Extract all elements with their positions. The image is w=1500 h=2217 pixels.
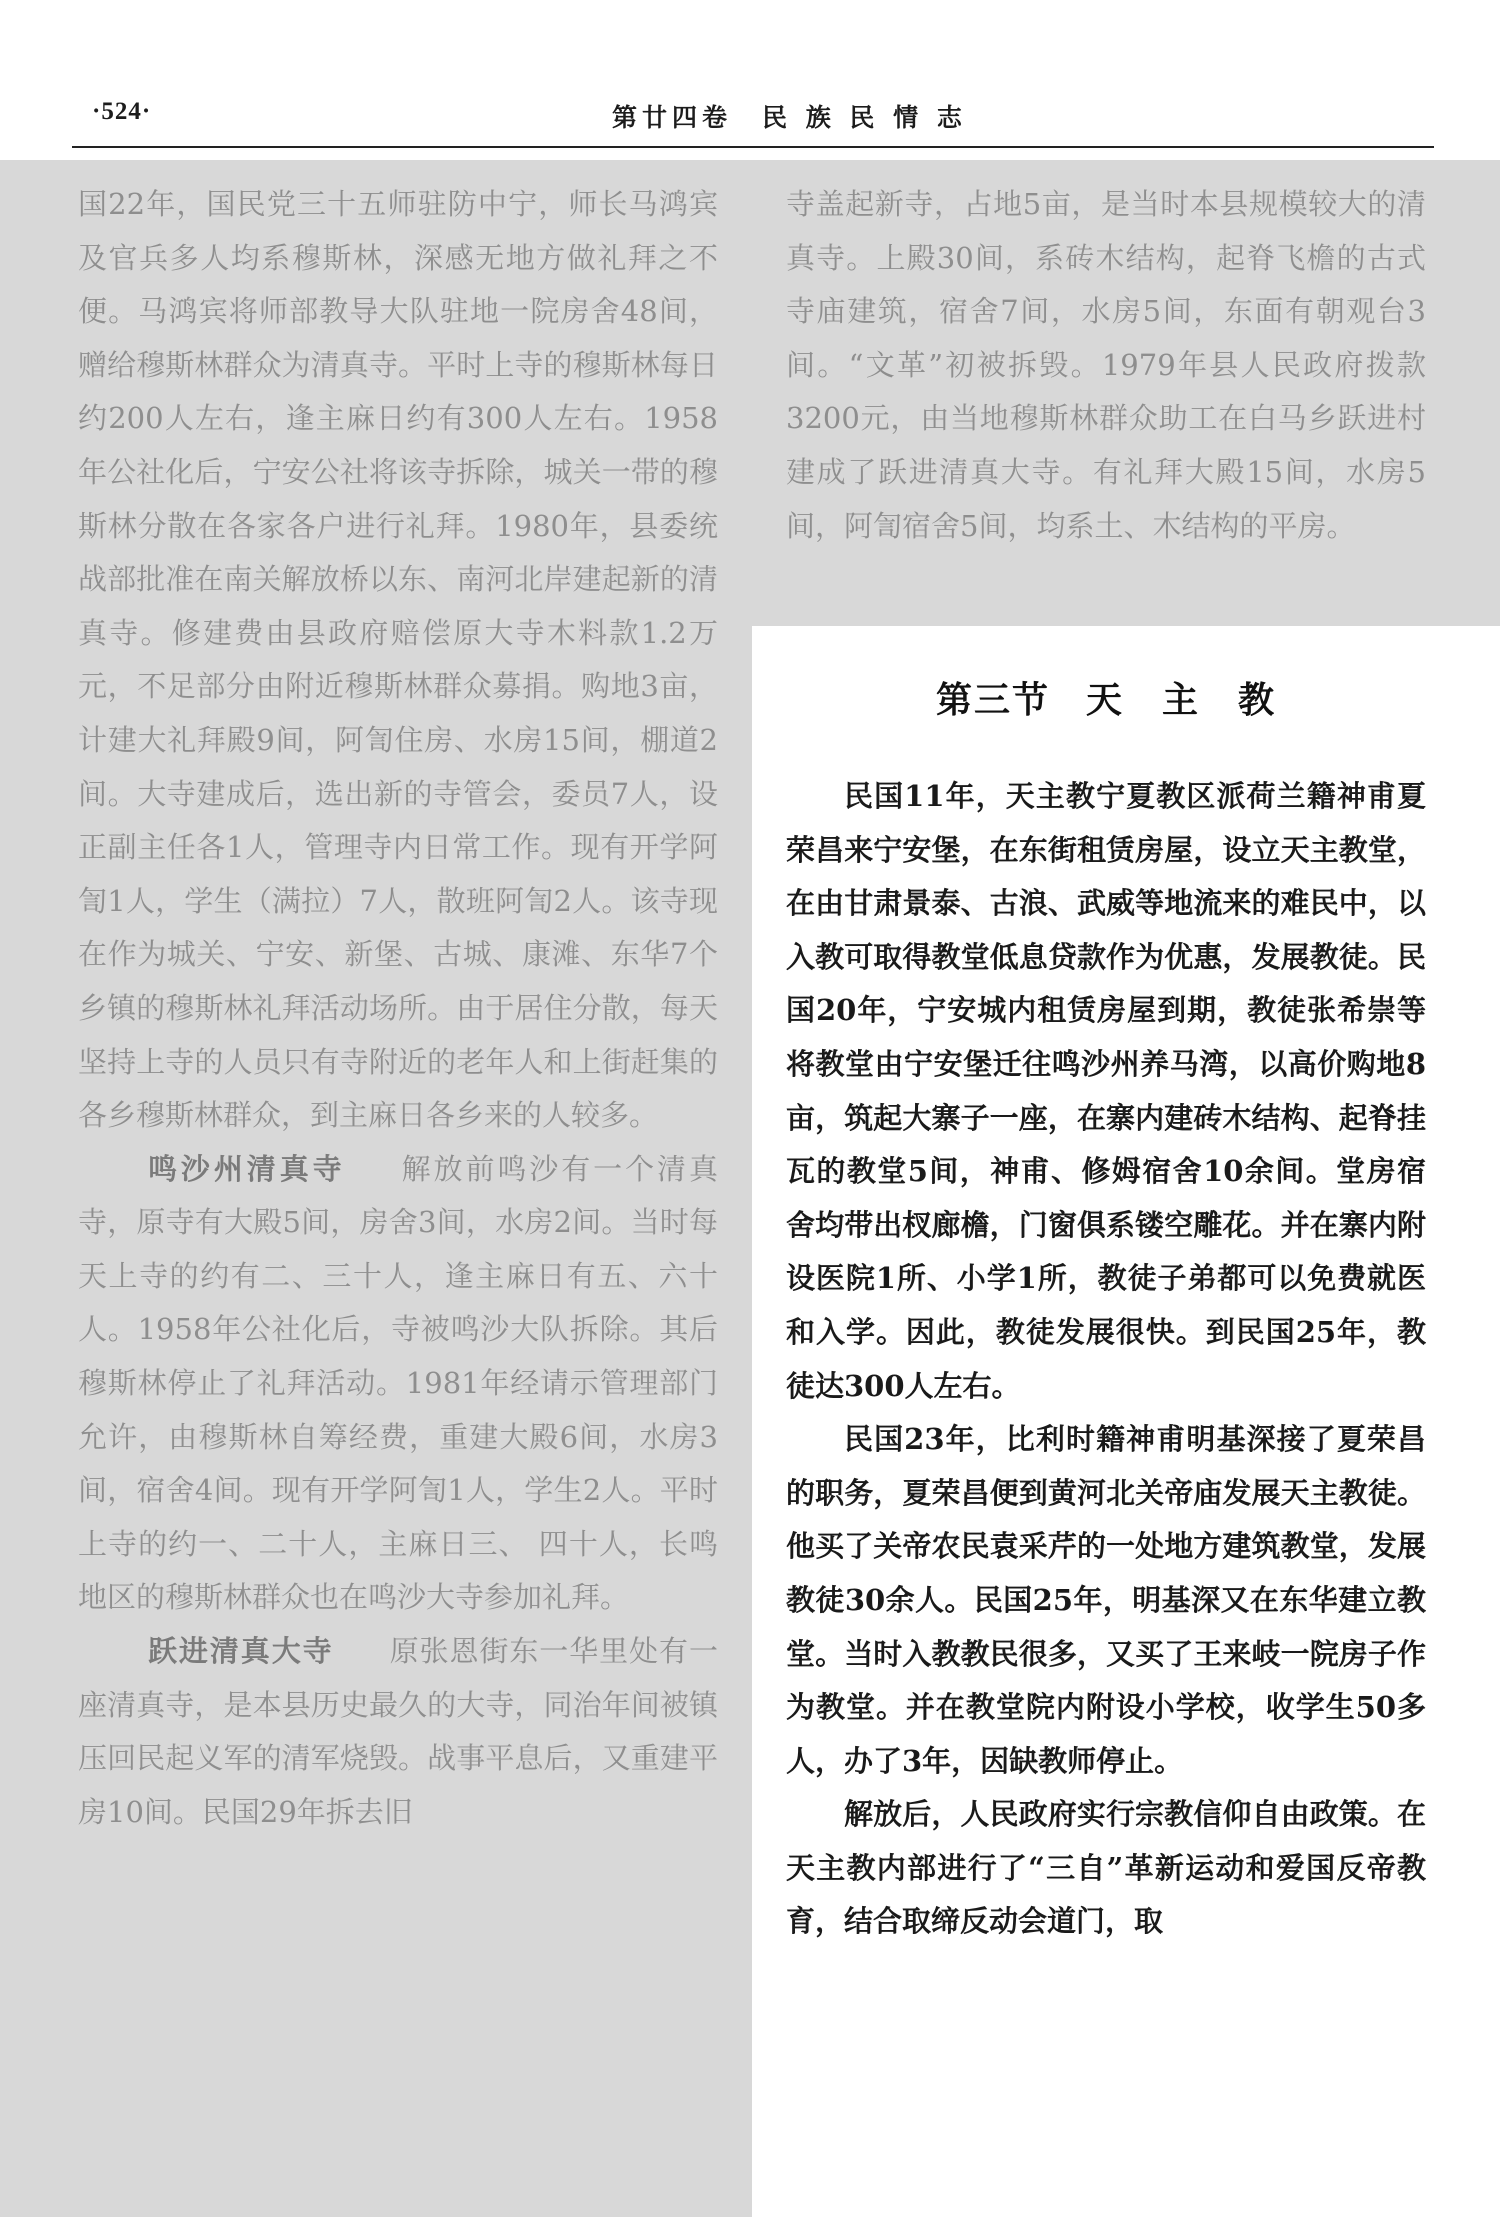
paragraph-catholic-3: 解放后，人民政府实行宗教信仰自由政策。在天主教内部进行了“三自”革新运动和爱国反帝教育，结合取缔反动会道门，取: [786, 1797, 1426, 1939]
paragraph-catholic-1: 民国11年，天主教宁夏教区派荷兰籍神甫夏荣昌来宁安堡，在东街租赁房屋，设立天主教堂，在由甘肃景泰、古浪、武威等地流来的难民中，以入教可取得教堂低息贷款作为优惠，发展教徒。民国20年，宁安城内租赁房屋到期，教徒张希崇等将教堂由宁安堡迁往鸣沙州养马湾，以高价购地8亩，筑起大寨子一座，在寨内建砖木结构、起脊挂瓦的教堂5间，神甫、修姆宿舍10余间。堂房宿舍均带出杈廊檐，门窗俱系镂空雕花。并在寨内附设医院1所、小学1所，教徒子弟都可以免费就医和入学。因此，教徒发展很快。到民国25年，教徒达300人左右。: [786, 779, 1426, 1403]
yuejin-mosque-text: 原张恩街东一华里处有一座清真寺，是本县历史最久的大寺，同治年间被镇压回民起义军的清军烧毁。战事平息后，又重建平房10间。民国29年拆去旧: [78, 1634, 718, 1829]
section-heading-title: 天 主 教: [1086, 680, 1277, 721]
right-column-continuation: [786, 178, 1426, 553]
yuejin-mosque-title: 跃进清真大寺: [148, 1634, 334, 1669]
header-rule: [72, 146, 1434, 148]
left-column: [78, 178, 718, 1839]
paragraph-yuejin-continuation: 寺盖起新寺，占地5亩，是当时本县规模较大的清真寺。上殿30间，系砖木结构，起脊飞檐的古式寺庙建筑，宿舍7间，水房5间，东面有朝观台3间。“文革”初被拆毁。1979年县人民政府拨款3200元，由当地穆斯林群众助工在白马乡跃进村建成了跃进清真大寺。有礼拜大殿15间，水房5间，阿訇宿舍5间，均系土、木结构的平房。: [786, 187, 1426, 543]
page-header: [72, 92, 1432, 140]
page-number: ·524·: [92, 98, 152, 125]
mingsha-mosque-title: 鸣沙州清真寺: [148, 1151, 346, 1186]
right-column: [786, 770, 1426, 1949]
section-heading-catholicism: [786, 672, 1426, 723]
paragraph-mosque-history: 国22年，国民党三十五师驻防中宁，师长马鸿宾及官兵多人均系穆斯林，深感无地方做礼拜之不便。马鸿宾将师部教导大队驻地一院房舍48间，赠给穆斯林群众为清真寺。平时上寺的穆斯林每日约200人左右，逢主麻日约有300人左右。1958年公社化后，宁安公社将该寺拆除，城关一带的穆斯林分散在各家各户进行礼拜。1980年，县委统战部批准在南关解放桥以东、南河北岸建起新的清真寺。修建费由县政府赔偿原大寺木料款1.2万元，不足部分由附近穆斯林群众募捐。购地3亩，计建大礼拜殿9间，阿訇住房、水房15间，棚道2间。大寺建成后，选出新的寺管会，委员7人，设正副主任各1人，管理寺内日常工作。现有开学阿訇1人，学生（满拉）7人，散班阿訇2人。该寺现在作为城关、宁安、新堡、古城、康滩、东华7个乡镇的穆斯林礼拜活动场所。由于居住分散，每天坚持上寺的人员只有寺附近的老年人和上街赶集的各乡穆斯林群众，到主麻日各乡来的人较多。: [78, 187, 718, 1133]
mingsha-mosque-text: 解放前鸣沙有一个清真寺，原寺有大殿5间，房舍3间，水房2间。当时每天上寺的约有二、三十人，逢主麻日有五、六十人。1958年公社化后，寺被鸣沙大队拆除。其后穆斯林停止了礼拜活动。1981年经请示管理部门允许，由穆斯林自筹经费，重建大殿6间，水房3间，宿舍4间。现有开学阿訇1人，学生2人。平时上寺的约一、二十人，主麻日三、 四十人，长鸣地区的穆斯林群众也在鸣沙大寺参加礼拜。: [78, 1151, 718, 1615]
running-title: 第廿四卷 民 族 民 情 志: [612, 103, 967, 132]
paragraph-catholic-2: 民国23年，比利时籍神甫明基深接了夏荣昌的职务，夏荣昌便到黄河北关帝庙发展天主教徒。他买了关帝农民袁采芹的一处地方建筑教堂，发展教徒30余人。民国25年，明基深又在东华建立教堂。当时入教教民很多，又买了王来岐一院房子作为教堂。并在教堂院内附设小学校，收学生50多人，办了3年，因缺教师停止。: [786, 1422, 1426, 1778]
section-heading-number: 第三节: [935, 680, 1050, 721]
